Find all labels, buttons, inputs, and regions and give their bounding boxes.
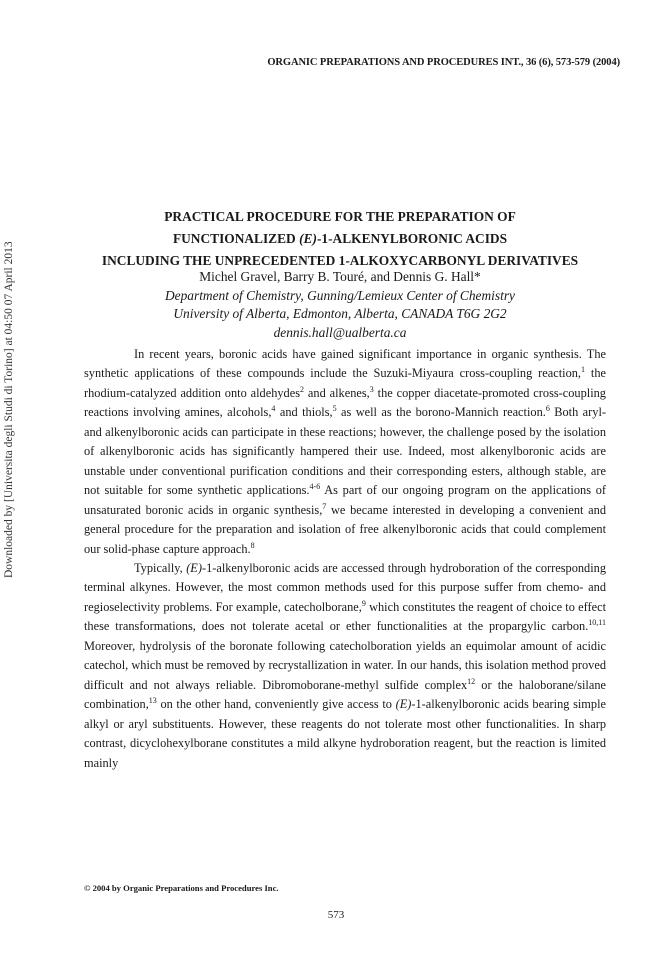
copyright-notice: © 2004 by Organic Preparations and Procedures Inc. <box>84 883 279 893</box>
title-line-2: FUNCTIONALIZED (E)-1-ALKENYLBORONIC ACIDS <box>172 231 508 246</box>
citation-superscript: 7 <box>322 501 327 511</box>
watermark-text: Downloaded by [Universita degli Studi di Torino] at 04:50 07 April 2013 <box>3 241 15 578</box>
citation-superscript: 1 <box>581 365 586 375</box>
citation-superscript: 9 <box>361 598 366 608</box>
citation-superscript: 13 <box>148 696 157 706</box>
author-email[interactable]: dennis.hall@ualberta.ca <box>273 324 407 340</box>
citation-superscript: 2 <box>300 384 305 394</box>
citation-superscript: 3 <box>369 384 374 394</box>
affiliation-university: University of Alberta, Edmonton, Alberta, CANADA T6G 2G2 <box>173 306 507 321</box>
citation-superscript: 6 <box>545 404 550 414</box>
author-names: Michel Gravel, Barry B. Touré, and Dennis G. Hall* <box>199 269 481 284</box>
citation-superscript: 4 <box>271 404 276 414</box>
affiliation-department: Department of Chemistry, Gunning/Lemieux Center of Chemistry <box>165 287 515 303</box>
article-body <box>84 345 606 773</box>
citation-superscript: 8 <box>250 540 255 550</box>
download-watermark <box>3 0 23 960</box>
journal-header: ORGANIC PREPARATIONS AND PROCEDURES INT., 36 (6), 573-579 (2004) <box>267 57 620 68</box>
article-title <box>60 206 620 272</box>
italic-text: (E) <box>395 697 412 712</box>
citation-superscript: 10,11 <box>588 618 606 628</box>
paragraph-1: In recent years, boronic acids have gained significant importance in organic synthesis. The synthetic applications of these compounds include the Suzuki-Miyaura cross-coupling reaction,$^1$ the rhodium-catalyzed addition onto aldehydes$^2$ and alkenes,$^3$ the copper diacetate-promoted cross-coupling reactions involving amines, alcohols,$^4$ and thiols,$^5$ as well as the borono-Mannich reaction.$^6$ Both aryl- and alkenylboronic acids can participate in these reactions; however, the challenge posed by the isolation of alkenylboronic acids has significantly hampered their use. Indeed, most alkenylboronic acids are unstable under conventional purification conditions and their corresponding esters, although stable, are not suitable for some synthetic applications.$^{4-6}$ As part of our ongoing program on the applications of unsaturated boronic acids in organic synthesis,$^7$ we became interested in developing a convenient and general procedure for the preparation and isolation of free alkenylboronic acids that could complement our solid-phase capture approach.$^8$ <box>84 347 607 556</box>
italic-text: (E) <box>299 231 317 246</box>
author-block <box>60 268 620 342</box>
title-line-3: INCLUDING THE UNPRECEDENTED 1-ALKOXYCARBONYL DERIVATIVES <box>101 253 579 268</box>
paragraph-2: Typically, (E)-1-alkenylboronic acids are accessed through hydroboration of the corresponding terminal alkynes. However, the most common methods used for this purpose suffer from chemo- and regioselectivity problems. For example, catecholborane,$^9$ which constitutes the reagent of choice to effect these transformations, does not tolerate acetal or ether functionalities at the propargylic carbon.$^{10,11}$ Moreover, hydrolysis of the boronate following catecholboration yields an equimolar amount of acidic catechol, which must be removed by recrystallization in water. In our hands, this isolation method proved difficult and not always reliable. Dibromoborane-methyl sulfide complex$^{12}$ or the haloborane/silane combination,$^{13}$ on the other hand, conveniently give access to (E)-1-alkenylboronic acids bearing simple alkyl or aryl substituents. However, these reagents do not tolerate most other functionalities. In sharp contrast, dicyclohexylborane constitutes a mild alkyne hydroboration reagent, but the reaction is limited mainly <box>84 560 606 770</box>
page-number: 573 <box>327 909 345 921</box>
title-line-1: PRACTICAL PROCEDURE FOR THE PREPARATION OF <box>164 209 516 224</box>
citation-superscript: 4-6 <box>309 482 321 492</box>
citation-superscript: 12 <box>467 676 476 686</box>
citation-superscript: 5 <box>332 404 337 414</box>
italic-text: (E) <box>186 560 202 575</box>
